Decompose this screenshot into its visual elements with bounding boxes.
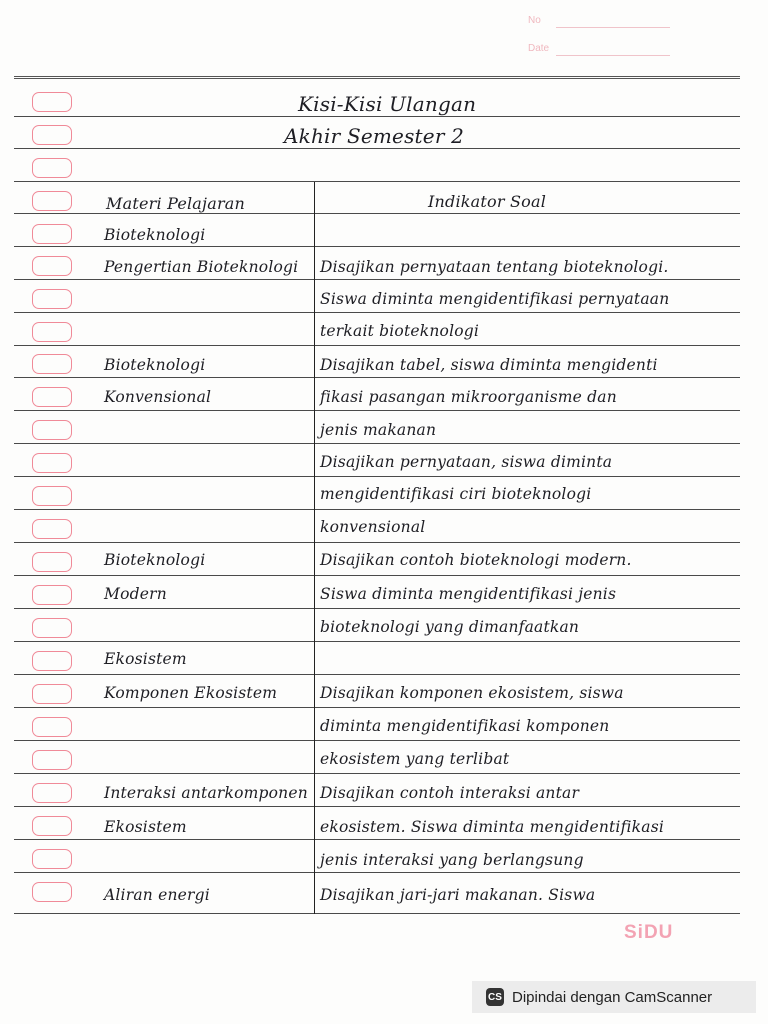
margin-box	[32, 387, 72, 407]
rule-line	[14, 872, 740, 873]
rule-line	[14, 345, 740, 346]
rule-line	[14, 707, 740, 708]
no-label: No	[528, 15, 541, 26]
indikator-cell: Disajikan tabel, siswa diminta mengidenti	[320, 356, 658, 374]
rule-line	[14, 509, 740, 510]
margin-box	[32, 125, 72, 145]
indikator-cell: jenis interaksi yang berlangsung	[320, 851, 584, 869]
margin-box	[32, 684, 72, 704]
margin-box	[32, 585, 72, 605]
rule-line	[14, 443, 740, 444]
rule-line	[14, 181, 740, 182]
title-line-1: Kisi-Kisi Ulangan	[298, 92, 477, 116]
indikator-cell: Siswa diminta mengidentifikasi jenis	[320, 585, 617, 603]
rule-line	[14, 575, 740, 576]
header-indikator: Indikator Soal	[428, 192, 547, 211]
top-double-rule	[14, 76, 740, 79]
rule-line	[14, 641, 740, 642]
margin-box	[32, 849, 72, 869]
margin-box	[32, 750, 72, 770]
materi-cell: Bioteknologi	[104, 356, 206, 374]
margin-box	[32, 289, 72, 309]
margin-box	[32, 486, 72, 506]
camscanner-text: Dipindai dengan CamScanner	[512, 988, 713, 1006]
indikator-cell: Siswa diminta mengidentifikasi pernyataan	[320, 290, 670, 308]
rule-line	[14, 246, 740, 247]
camscanner-logo-icon: CS	[486, 988, 504, 1006]
indikator-cell: fikasi pasangan mikroorganisme dan	[320, 388, 617, 406]
materi-cell: Interaksi antarkomponen	[104, 784, 308, 802]
camscanner-badge	[472, 981, 756, 1013]
rule-line	[14, 377, 740, 378]
materi-cell: Komponen Ekosistem	[104, 684, 278, 702]
rule-line	[14, 213, 740, 214]
indikator-cell: Disajikan contoh interaksi antar	[320, 784, 580, 802]
materi-cell: Ekosistem	[104, 818, 187, 836]
date-label: Date	[528, 43, 550, 54]
materi-cell: Aliran energi	[104, 886, 210, 904]
margin-box	[32, 158, 72, 178]
indikator-cell: Disajikan pernyataan tentang bioteknologi.	[320, 258, 669, 276]
rule-line	[14, 148, 740, 149]
materi-cell: Ekosistem	[104, 650, 187, 668]
no-line	[556, 27, 670, 28]
rule-line	[14, 806, 740, 807]
margin-box	[32, 224, 72, 244]
rule-line	[14, 542, 740, 543]
margin-box	[32, 420, 72, 440]
margin-box	[32, 618, 72, 638]
margin-box	[32, 816, 72, 836]
margin-box	[32, 256, 72, 276]
materi-cell: Konvensional	[104, 388, 212, 406]
rule-line	[14, 740, 740, 741]
rule-line	[14, 773, 740, 774]
indikator-cell: ekosistem. Siswa diminta mengidentifikasi	[320, 818, 665, 836]
indikator-cell: Disajikan komponen ekosistem, siswa	[320, 684, 624, 702]
rule-line	[14, 608, 740, 609]
indikator-cell: diminta mengidentifikasi komponen	[320, 717, 610, 735]
materi-cell: Bioteknologi	[104, 226, 206, 244]
indikator-cell: bioteknologi yang dimanfaatkan	[320, 618, 580, 636]
indikator-cell: Disajikan contoh bioteknologi modern.	[320, 551, 632, 569]
margin-box	[32, 92, 72, 112]
margin-box	[32, 882, 72, 902]
margin-box	[32, 354, 72, 374]
column-divider	[314, 182, 315, 914]
rule-line	[14, 674, 740, 675]
margin-box	[32, 322, 72, 342]
rule-line	[14, 476, 740, 477]
indikator-cell: ekosistem yang terlibat	[320, 750, 510, 768]
rule-line	[14, 410, 740, 411]
margin-box	[32, 651, 72, 671]
rule-line	[14, 279, 740, 280]
indikator-cell: terkait bioteknologi	[320, 322, 480, 340]
rule-line	[14, 839, 740, 840]
margin-box	[32, 717, 72, 737]
materi-cell: Pengertian Bioteknologi	[104, 258, 299, 276]
indikator-cell: konvensional	[320, 518, 426, 536]
margin-box	[32, 453, 72, 473]
header-materi: Materi Pelajaran	[106, 194, 246, 213]
materi-cell: Modern	[104, 585, 167, 603]
title-line-2: Akhir Semester 2	[284, 124, 465, 148]
margin-box	[32, 191, 72, 211]
indikator-cell: Disajikan jari-jari makanan. Siswa	[320, 886, 596, 904]
materi-cell: Bioteknologi	[104, 551, 206, 569]
indikator-cell: mengidentifikasi ciri bioteknologi	[320, 485, 592, 503]
indikator-cell: Disajikan pernyataan, siswa diminta	[320, 453, 613, 471]
margin-box	[32, 552, 72, 572]
margin-box	[32, 783, 72, 803]
rule-line	[14, 116, 740, 117]
rule-line	[14, 913, 740, 914]
rule-line	[14, 312, 740, 313]
date-line	[556, 55, 670, 56]
margin-box	[32, 519, 72, 539]
sidu-watermark: SiDU	[624, 922, 674, 943]
indikator-cell: jenis makanan	[320, 421, 437, 439]
